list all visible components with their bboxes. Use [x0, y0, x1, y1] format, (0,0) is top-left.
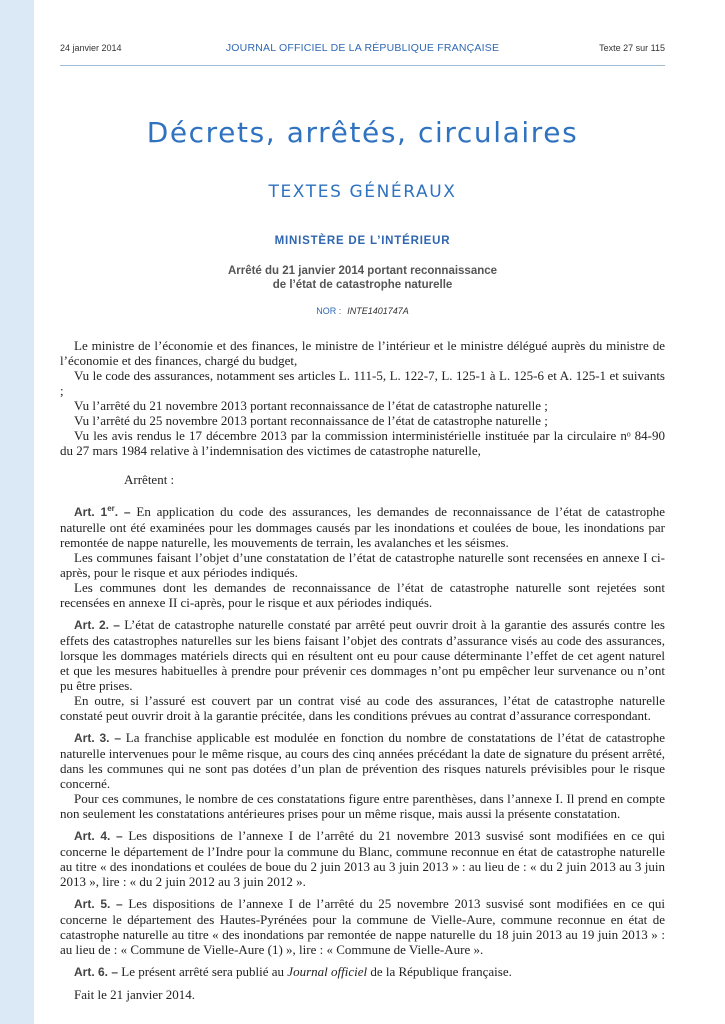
header-date: 24 janvier 2014	[60, 43, 122, 53]
nor-value: INTE1401747A	[347, 306, 409, 316]
page-header	[60, 40, 665, 66]
article-5-label: Art. 5. –	[74, 897, 123, 911]
article-2-paragraph: Art. 2. – L’état de catastrophe naturelle constaté par arrêté peut ouvrir droit à la garantie des assurés contre les effets des catastrophes naturelles sur les biens faisant l’objet des contrats d’assurance visés au code des assurances, lorsque les dommages matériels directs qui en résultent ont eu pour cause déterminante l’effet de cet agent naturel et que les mesures habituelles à prendre pour prévenir ces dommages n’ont pu empêcher leur survenance ou n’ont pu être prises.	[60, 617, 665, 693]
closing-line: Fait le 21 janvier 2014.	[74, 987, 195, 1002]
journal-officiel-italic: Journal officiel	[287, 964, 368, 979]
arrete-title	[0, 264, 725, 292]
article-6-paragraph: Art. 6. – Le présent arrêté sera publié au Journal officiel de la République française.	[74, 964, 512, 979]
article-4-label: Art. 4. –	[74, 829, 123, 843]
article-2-label: Art. 2. –	[74, 618, 120, 632]
visa-paragraph: Le ministre de l’économie et des finances, le ministre de l’intérieur et le ministre délégué auprès du ministre de l’économie et des finances, chargé du budget,	[60, 338, 665, 368]
arrete-title-line-2: de l’état de catastrophe naturelle	[272, 279, 453, 291]
article-3-paragraph: Art. 3. – La franchise applicable est modulée en fonction du nombre de constatations de l’état de catastrophe naturelle intervenues pour le même risque, au cours des cinq années précédant la date de signature du présent arrêté, dans les communes qui ne sont pas dotées d’un plan de prévention des risques naturels prévisibles pour le risque concerné.	[60, 730, 666, 791]
arrete-title-line-1: Arrêté du 21 janvier 2014 portant reconnaissance	[227, 265, 498, 277]
section-title: Décrets, arrêtés, circulaires	[146, 116, 579, 149]
visa-paragraph: Vu le code des assurances, notamment ses articles L. 111-5, L. 122-7, L. 125-1 à L. 125-6 et A. 125-1 et suivants ;	[60, 368, 665, 398]
visa-paragraph: Vu l’arrêté du 25 novembre 2013 portant reconnaissance de l’état de catastrophe naturelle ;	[74, 413, 548, 428]
article-3-label: Art. 3. –	[74, 731, 122, 745]
article-2-paragraph: En outre, si l’assuré est couvert par un contrat visé au code des assurances, l’état de catastrophe naturelle constaté peut ouvrir droit à la garantie précitée, dans les conditions prévues au contrat d’assurance correspondant.	[60, 693, 665, 723]
article-6-label: Art. 6. –	[74, 965, 119, 979]
header-journal-title: JOURNAL OFFICIEL DE LA RÉPUBLIQUE FRANÇAISE	[225, 42, 500, 54]
article-4-paragraph: Art. 4. – Les dispositions de l’annexe I de l’arrêté du 21 novembre 2013 susvisé sont modifiées en ce qui concerne le département de l’Indre pour la commune du Blanc, commune reconnue en état de catastrophe naturelle au titre « des inondations et coulées de boue du 2 juin 2013 au 3 juin 2013 » : au lieu de : « du 2 juin 2013 au 3 juin 2013 », lire : « du 2 juin 2012 au 3 juin 2012 ».	[60, 828, 665, 889]
section-subtitle: TEXTES GÉNÉRAUX	[268, 182, 457, 202]
article-1-paragraph: Art. 1er. – En application du code des assurances, les demandes de reconnaissance de l’état de catastrophe naturelle ont été examinées pour les dommages causés par les inondations et coulées de boue, les inondations par remontée de nappe naturelle, les mouvements de terrain, les avalanches et les séismes.	[60, 504, 665, 550]
left-margin-band	[0, 0, 34, 1024]
article-3-paragraph: Pour ces communes, le nombre de ces constatations figure entre parenthèses, dans l’annexe I. Il prend en compte non seulement les constatations antérieures prises pour un même risque, mais aussi la présente constatation.	[60, 791, 665, 821]
ministry-name: MINISTÈRE DE L’INTÉRIEUR	[274, 235, 451, 247]
nor-label: NOR :	[316, 306, 342, 316]
article-5-paragraph: Art. 5. – Les dispositions de l’annexe I de l’arrêté du 25 novembre 2013 susvisé sont modifiées en ce qui concerne le département des Hautes-Pyrénées pour la commune de Vielle-Aure, commune reconnue en état de catastrophe naturelle au titre « des inondations par remontée de nappe naturelle du 18 juin 2013 au 19 juin 2013 » : au lieu de : « Commune de Vielle-Aure (1) », lire : « Commune de Vielle-Aure ».	[60, 896, 665, 957]
nor-reference	[0, 306, 725, 316]
header-text-number: Texte 27 sur 115	[599, 43, 665, 53]
visa-paragraph: Vu les avis rendus le 17 décembre 2013 par la commission interministérielle instituée par la circulaire nᵒ 84-90 du 27 mars 1984 relative à l’indemnisation des victimes de catastrophe naturelle,	[60, 428, 665, 458]
arretent-line: Arrêtent :	[124, 472, 175, 487]
visa-paragraph: Vu l’arrêté du 21 novembre 2013 portant reconnaissance de l’état de catastrophe naturelle ;	[74, 398, 548, 413]
article-1-label: Art. 1er. –	[74, 504, 131, 519]
document-body	[60, 338, 665, 1002]
article-1-paragraph: Les communes dont les demandes de reconnaissance de l’état de catastrophe naturelle sont rejetées sont recensées en annexe II ci-après, pour le risque et aux périodes indiqués.	[60, 580, 665, 610]
article-1-paragraph: Les communes faisant l’objet d’une constatation de l’état de catastrophe naturelle sont recensées en annexe I ci-après, pour le risque et aux périodes indiqués.	[60, 550, 665, 580]
